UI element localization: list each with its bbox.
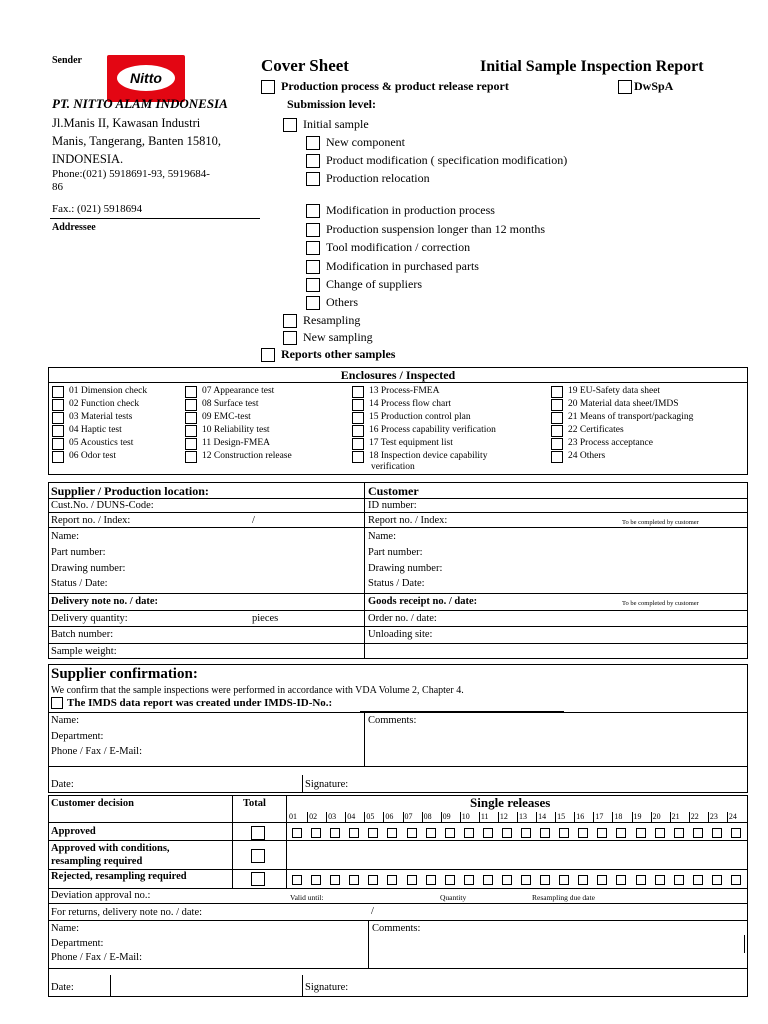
addressee-label: Addressee: [52, 222, 96, 233]
company-phone-2: 86: [52, 181, 63, 193]
approved-release-checkbox[interactable]: [387, 828, 397, 838]
enclosure-label: 23 Process acceptance: [568, 438, 653, 448]
rejected-release-checkbox[interactable]: [655, 875, 665, 885]
total-header: Total: [243, 798, 266, 809]
enclosure-label: 17 Test equipment list: [369, 438, 453, 448]
supplier-part-number-label: Part number:: [51, 547, 106, 558]
confirm-comments-label: Comments:: [368, 715, 417, 726]
tool-mod-checkbox[interactable]: [306, 241, 320, 255]
enclosure-item[interactable]: [185, 398, 292, 411]
decision-signature-label: Signature:: [305, 982, 349, 993]
enclosure-label: 18 Inspection device capability: [369, 451, 488, 461]
rejected-release-checkbox[interactable]: [330, 875, 340, 885]
approved-release-checkbox[interactable]: [616, 828, 626, 838]
enclosure-label: 09 EMC-test: [202, 412, 251, 422]
enclosure-item[interactable]: [352, 424, 496, 437]
enclosure-checkbox[interactable]: [551, 425, 563, 437]
release-number: 18: [614, 812, 623, 821]
mod-process-checkbox[interactable]: [306, 204, 320, 218]
decision-comments-label: Comments:: [372, 923, 421, 934]
prod-relocation-checkbox[interactable]: [306, 172, 320, 186]
release-number: 05: [366, 812, 375, 821]
others-checkbox[interactable]: [306, 296, 320, 310]
enclosure-item[interactable]: [52, 411, 147, 424]
enclosure-item[interactable]: [551, 385, 693, 398]
approved-release-row: [288, 827, 746, 839]
company-phone-1: Phone:(021) 5918691-93, 5919684-: [52, 168, 210, 180]
logo-text: Nitto: [130, 70, 162, 86]
enclosure-label: 13 Process-FMEA: [369, 386, 440, 396]
rejected-label: Rejected, resampling required: [51, 871, 187, 882]
supplier-title: Supplier / Production location:: [51, 484, 209, 498]
customer-decision-title: Customer decision: [51, 798, 134, 809]
rejected-release-checkbox[interactable]: [731, 875, 741, 885]
enclosure-label: 21 Means of transport/packaging: [568, 412, 694, 422]
release-number: 21: [671, 812, 680, 821]
enclosure-label: 06 Odor test: [69, 451, 116, 461]
supplier-status-date-label: Status / Date:: [51, 578, 108, 589]
nitto-logo: [107, 55, 185, 102]
enclosure-item[interactable]: [52, 385, 147, 398]
returns-slash: /: [371, 906, 374, 917]
approved-cond-total-checkbox[interactable]: [251, 849, 265, 863]
confirmation-title: Supplier confirmation:: [51, 666, 198, 682]
release-number: 19: [633, 812, 642, 821]
imds-option[interactable]: The IMDS data report was created under IMDS-ID-No.:: [51, 697, 332, 709]
enclosure-item[interactable]: [185, 385, 292, 398]
decision-department-label: Department:: [51, 938, 104, 949]
prod-suspension-option[interactable]: Production suspension longer than 12 months: [306, 222, 545, 237]
cover-sheet-title: Cover Sheet: [261, 56, 349, 75]
release-number: 24: [728, 812, 737, 821]
supplier-report-no-label: Report no. / Index:: [51, 515, 131, 526]
enclosure-checkbox[interactable]: [352, 451, 364, 463]
rejected-release-checkbox[interactable]: [311, 875, 321, 885]
release-number: 14: [538, 812, 547, 821]
release-number: 12: [499, 812, 508, 821]
reports-other-option[interactable]: Reports other samples: [261, 347, 395, 362]
release-number: 04: [347, 812, 356, 821]
confirm-phone-label: Phone / Fax / E-Mail:: [51, 746, 142, 757]
rejected-release-checkbox[interactable]: [407, 875, 417, 885]
approved-release-checkbox[interactable]: [349, 828, 359, 838]
sender-label: Sender: [52, 55, 82, 66]
goods-receipt-label: Goods receipt no. / date:: [368, 596, 478, 607]
enclosure-item[interactable]: [185, 437, 292, 450]
confirm-date-label: Date:: [51, 779, 74, 790]
approved-release-checkbox[interactable]: [445, 828, 455, 838]
release-number: 23: [709, 812, 718, 821]
enclosure-label: 01 Dimension check: [69, 386, 148, 396]
initial-sample-checkbox[interactable]: [283, 118, 297, 132]
approved-release-checkbox[interactable]: [292, 828, 302, 838]
prod-relocation-option[interactable]: Production relocation: [306, 171, 430, 186]
supplier-confirmation-box: [48, 664, 748, 793]
enclosure-item[interactable]: [551, 450, 693, 463]
supplier-drawing-number-label: Drawing number:: [51, 563, 126, 574]
approved-release-checkbox[interactable]: [712, 828, 722, 838]
enclosure-item[interactable]: [52, 437, 147, 450]
to-be-completed-note-2: To be completed by customer: [622, 600, 699, 607]
enclosures-col-3: [352, 385, 496, 463]
enclosure-checkbox[interactable]: [185, 386, 197, 398]
approved-release-checkbox[interactable]: [731, 828, 741, 838]
enclosure-checkbox[interactable]: [52, 386, 64, 398]
rejected-release-row: [288, 874, 746, 886]
product-mod-option[interactable]: Product modification ( specification modification): [306, 153, 567, 168]
single-releases-header: Single releases: [470, 795, 551, 810]
new-sampling-checkbox[interactable]: [283, 331, 297, 345]
decision-name-label: Name:: [51, 923, 79, 934]
others-option[interactable]: Others: [306, 295, 358, 310]
submission-level-label: Submission level:: [287, 97, 377, 111]
enclosure-label: 12 Construction release: [202, 451, 292, 461]
confirm-name-label: Name:: [51, 715, 79, 726]
company-address-1: Jl.Manis II, Kawasan Industri: [52, 116, 201, 130]
rejected-release-checkbox[interactable]: [368, 875, 378, 885]
enclosure-checkbox[interactable]: [52, 412, 64, 424]
company-address-3: INDONESIA.: [52, 152, 124, 166]
approved-release-checkbox[interactable]: [559, 828, 569, 838]
enclosures-title: Enclosures / Inspected: [340, 368, 456, 382]
enclosure-label: 02 Function check: [69, 399, 140, 409]
approved-release-checkbox[interactable]: [521, 828, 531, 838]
enclosure-label: 24 Others: [568, 451, 606, 461]
mod-process-option[interactable]: Modification in production process: [306, 203, 495, 218]
new-sampling-option[interactable]: New sampling: [283, 330, 373, 345]
customer-report-no-label: Report no. / Index:: [368, 515, 448, 526]
enclosure-item[interactable]: [352, 385, 496, 398]
customer-status-date-label: Status / Date:: [368, 578, 425, 589]
release-number: 20: [652, 812, 661, 821]
rejected-release-checkbox[interactable]: [292, 875, 302, 885]
initial-sample-option[interactable]: Initial sample: [283, 117, 369, 132]
pieces-label: pieces: [252, 613, 279, 624]
enclosure-label: 15 Production control plan: [369, 412, 471, 422]
enclosure-checkbox[interactable]: [551, 438, 563, 450]
enclosure-label: 10 Reliability test: [202, 425, 270, 435]
release-numbers-row: [288, 812, 746, 822]
rejected-release-checkbox[interactable]: [483, 875, 493, 885]
approved-release-checkbox[interactable]: [426, 828, 436, 838]
enclosure-checkbox[interactable]: [185, 438, 197, 450]
enclosure-checkbox[interactable]: [352, 386, 364, 398]
enclosure-checkbox[interactable]: [185, 412, 197, 424]
enclosure-label: 16 Process capability verification: [369, 425, 496, 435]
customer-drawing-number-label: Drawing number:: [368, 563, 443, 574]
release-number: 09: [442, 812, 451, 821]
rejected-release-checkbox[interactable]: [349, 875, 359, 885]
valid-until-label: Valid until:: [290, 893, 324, 902]
enclosures-col-2: [185, 385, 292, 463]
enclosure-item[interactable]: [52, 450, 147, 463]
delivery-qty-label: Delivery quantity:: [51, 613, 128, 624]
release-number: 15: [557, 812, 566, 821]
enclosure-item[interactable]: [551, 437, 693, 450]
enclosure-label: 19 EU-Safety data sheet: [568, 386, 661, 396]
enclosure-item[interactable]: [52, 398, 147, 411]
rejected-release-checkbox[interactable]: [693, 875, 703, 885]
release-number: 02: [309, 812, 318, 821]
unloading-site-label: Unloading site:: [368, 629, 433, 640]
confirmation-statement: We confirm that the sample inspections were performed in accordance with VDA Volume 2, Chapter 4.: [51, 685, 464, 696]
approved-cond-label-1: Approved with conditions,: [51, 843, 170, 854]
enclosure-checkbox[interactable]: [52, 438, 64, 450]
to-be-completed-note: To be completed by customer: [622, 519, 699, 526]
approved-release-checkbox[interactable]: [540, 828, 550, 838]
reports-other-checkbox[interactable]: [261, 348, 275, 362]
new-component-option[interactable]: New component: [306, 135, 405, 150]
enclosure-item[interactable]: [185, 450, 292, 463]
enclosures-col-1: [52, 385, 147, 463]
order-no-label: Order no. / date:: [368, 613, 437, 624]
approved-release-checkbox[interactable]: [578, 828, 588, 838]
enclosure-item[interactable]: [185, 411, 292, 424]
rejected-release-checkbox[interactable]: [636, 875, 646, 885]
enclosure-label: 03 Material tests: [69, 412, 133, 422]
rejected-release-checkbox[interactable]: [712, 875, 722, 885]
approved-release-checkbox[interactable]: [368, 828, 378, 838]
report-title: Initial Sample Inspection Report: [480, 58, 704, 75]
dwspa-checkbox[interactable]: [618, 80, 632, 94]
enclosure-label: 14 Process flow chart: [369, 399, 452, 409]
customer-decision-box: [48, 795, 748, 997]
dwspa-option[interactable]: DwSpA: [618, 79, 673, 94]
release-number: 07: [404, 812, 413, 821]
enclosure-checkbox[interactable]: [352, 425, 364, 437]
sample-weight-label: Sample weight:: [51, 646, 117, 657]
approved-cond-label-2: resampling required: [51, 856, 143, 867]
rejected-release-checkbox[interactable]: [502, 875, 512, 885]
cust-no-label: Cust.No. / DUNS-Code:: [51, 500, 154, 511]
release-number: 13: [519, 812, 527, 821]
approved-release-checkbox[interactable]: [407, 828, 417, 838]
approved-release-checkbox[interactable]: [502, 828, 512, 838]
enclosure-label: 08 Surface test: [202, 399, 259, 409]
enclosure-checkbox[interactable]: [185, 425, 197, 437]
approved-release-checkbox[interactable]: [597, 828, 607, 838]
change-suppliers-option[interactable]: Change of suppliers: [306, 277, 422, 292]
release-number: 08: [423, 812, 432, 821]
release-number: 11: [480, 812, 489, 821]
enclosure-checkbox[interactable]: [352, 412, 364, 424]
change-suppliers-checkbox[interactable]: [306, 278, 320, 292]
rejected-release-checkbox[interactable]: [616, 875, 626, 885]
approved-release-checkbox[interactable]: [483, 828, 493, 838]
release-number: 03: [328, 812, 337, 821]
rejected-release-checkbox[interactable]: [464, 875, 474, 885]
confirm-department-label: Department:: [51, 731, 104, 742]
prod-release-option[interactable]: Production process & product release report: [261, 79, 509, 94]
enclosure-checkbox[interactable]: [551, 412, 563, 424]
release-number: 06: [385, 812, 394, 821]
enclosure-item[interactable]: [352, 398, 496, 411]
mod-purchased-checkbox[interactable]: [306, 260, 320, 274]
release-number: 01: [289, 812, 297, 821]
rejected-release-checkbox[interactable]: [387, 875, 397, 885]
resampling-checkbox[interactable]: [283, 314, 297, 328]
enclosure-checkbox[interactable]: [52, 399, 64, 411]
enclosure-item[interactable]: [551, 411, 693, 424]
enclosure-item[interactable]: [551, 398, 693, 411]
approved-release-checkbox[interactable]: [311, 828, 321, 838]
release-number: 10: [461, 812, 470, 821]
rejected-release-checkbox[interactable]: [521, 875, 531, 885]
enclosure-checkbox[interactable]: [551, 386, 563, 398]
enclosure-item[interactable]: [52, 424, 147, 437]
customer-name-label: Name:: [368, 531, 396, 542]
enclosure-checkbox[interactable]: [52, 451, 64, 463]
imds-checkbox[interactable]: [51, 697, 63, 709]
approved-total-checkbox[interactable]: [251, 826, 265, 840]
approved-release-checkbox[interactable]: [674, 828, 684, 838]
enclosure-checkbox[interactable]: [551, 399, 563, 411]
rejected-release-checkbox[interactable]: [426, 875, 436, 885]
release-number: 17: [595, 812, 604, 821]
enclosure-label: 22 Certificates: [568, 425, 624, 435]
tool-mod-option[interactable]: Tool modification / correction: [306, 240, 470, 255]
company-fax: Fax.: (021) 5918694: [52, 203, 143, 215]
enclosure-label: 05 Acoustics test: [69, 438, 134, 448]
prod-suspension-checkbox[interactable]: [306, 223, 320, 237]
enclosure-item[interactable]: [185, 424, 292, 437]
release-number: 16: [576, 812, 585, 821]
prod-release-checkbox[interactable]: [261, 80, 275, 94]
approved-label: Approved: [51, 826, 96, 837]
approved-release-checkbox[interactable]: [655, 828, 665, 838]
supplier-name-label: Name:: [51, 531, 79, 542]
enclosure-label: 20 Material data sheet/IMDS: [568, 399, 679, 409]
approved-release-checkbox[interactable]: [330, 828, 340, 838]
quantity-label: Quantity: [440, 893, 467, 902]
returns-label: For returns, delivery note no. / date:: [51, 907, 203, 918]
enclosure-item[interactable]: [352, 411, 496, 424]
enclosure-checkbox[interactable]: [551, 451, 563, 463]
release-number: 22: [690, 812, 699, 821]
delivery-note-label: Delivery note no. / date:: [51, 596, 159, 607]
enclosure-item[interactable]: [551, 424, 693, 437]
enclosure-checkbox[interactable]: [352, 399, 364, 411]
rejected-release-checkbox[interactable]: [597, 875, 607, 885]
enclosures-col-4: [551, 385, 693, 463]
id-number-label: ID number:: [368, 500, 417, 511]
enclosure-checkbox[interactable]: [352, 438, 364, 450]
approved-release-checkbox[interactable]: [693, 828, 703, 838]
company-address-2: Manis, Tangerang, Banten 15810,: [52, 134, 222, 148]
decision-phone-label: Phone / Fax / E-Mail:: [51, 952, 142, 963]
confirm-signature-label: Signature:: [305, 779, 349, 790]
resampling-option[interactable]: Resampling: [283, 313, 360, 328]
enclosure-18-extra: verification: [371, 462, 415, 472]
company-name: PT. NITTO ALAM INDONESIA: [52, 96, 228, 111]
enclosure-label: 11 Design-FMEA: [202, 438, 270, 448]
enclosure-label: 04 Haptic test: [69, 425, 122, 435]
enclosure-checkbox[interactable]: [52, 425, 64, 437]
rejected-release-checkbox[interactable]: [540, 875, 550, 885]
enclosure-label: 07 Appearance test: [202, 386, 275, 396]
mod-purchased-option[interactable]: Modification in purchased parts: [306, 259, 479, 274]
resampling-due-label: Resampling due date: [532, 893, 595, 902]
batch-number-label: Batch number:: [51, 629, 114, 640]
approved-release-checkbox[interactable]: [464, 828, 474, 838]
enclosure-item[interactable]: [352, 437, 496, 450]
rejected-release-checkbox[interactable]: [445, 875, 455, 885]
rejected-release-checkbox[interactable]: [674, 875, 684, 885]
customer-title: Customer: [368, 484, 419, 498]
decision-date-label: Date:: [51, 982, 74, 993]
enclosure-checkbox[interactable]: [185, 399, 197, 411]
supplier-report-slash: /: [252, 515, 255, 526]
customer-part-number-label: Part number:: [368, 547, 423, 558]
enclosure-checkbox[interactable]: [185, 451, 197, 463]
rejected-total-checkbox[interactable]: [251, 872, 265, 886]
deviation-label: Deviation approval no.:: [51, 890, 151, 901]
rejected-release-checkbox[interactable]: [559, 875, 569, 885]
approved-release-checkbox[interactable]: [636, 828, 646, 838]
rejected-release-checkbox[interactable]: [578, 875, 588, 885]
new-component-checkbox[interactable]: [306, 136, 320, 150]
product-mod-checkbox[interactable]: [306, 154, 320, 168]
